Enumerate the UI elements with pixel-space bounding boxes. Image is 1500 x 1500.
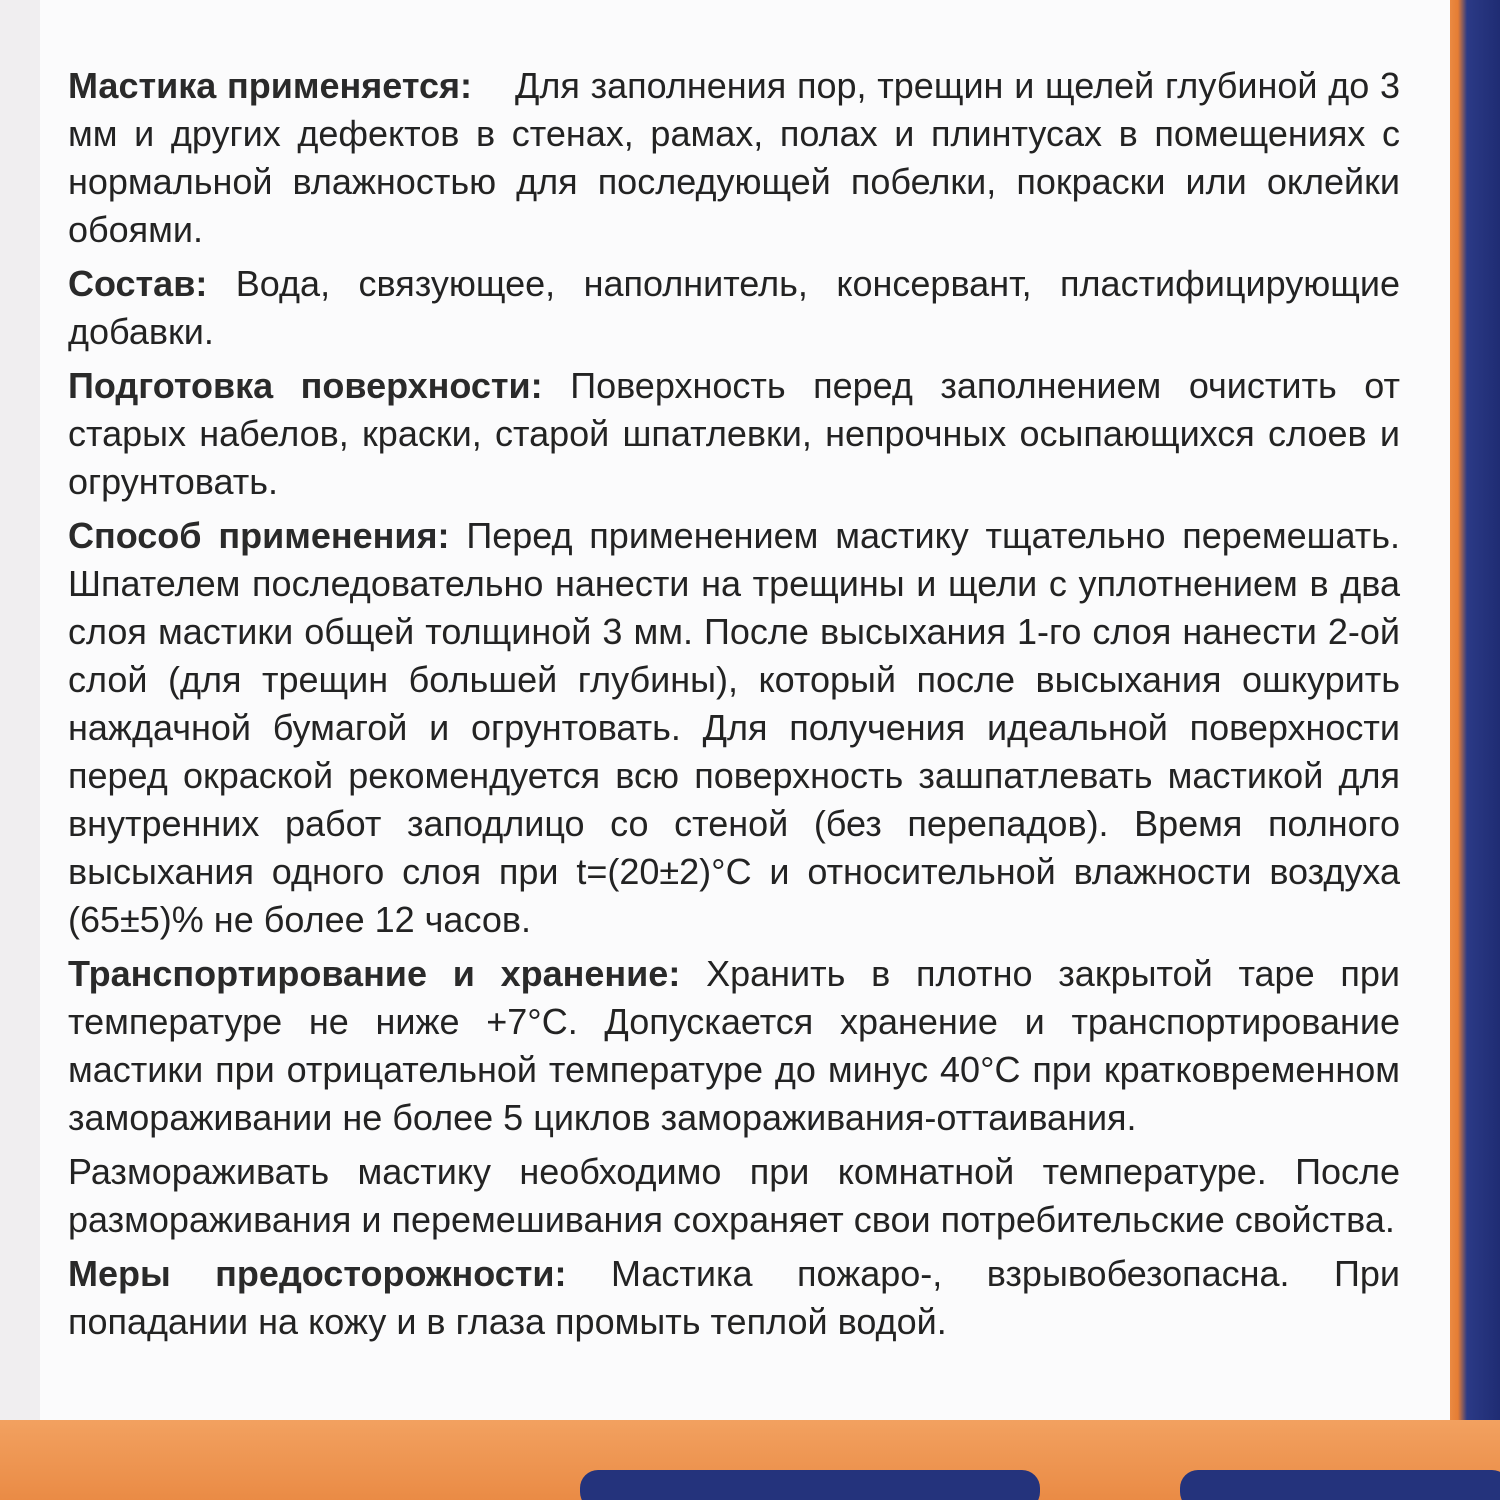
- section-application: [68, 512, 1400, 944]
- section-heading: Состав:: [68, 263, 208, 304]
- section-composition: [68, 260, 1400, 356]
- instructions-text: [68, 62, 1400, 1352]
- section-heading: Транспортирование и хранение:: [68, 953, 681, 994]
- section-text: Поверхность перед заполнением очистить от старых набелов, краски, старой шпатлевки, непрочных осыпающихся слоев и огрунтовать.: [68, 365, 1400, 502]
- section-text: Для заполнения пор, трещин и щелей глубиной до 3 мм и других дефектов в стенах, рамах, полах и плинтусах в помещениях с нормальной влажностью для последующей побелки, покраски или оклейки обоями.: [68, 65, 1400, 250]
- package-bottom-shape: [1180, 1470, 1500, 1500]
- section-precautions: [68, 1250, 1400, 1346]
- section-thawing: [68, 1148, 1400, 1244]
- section-text: Вода, связующее, наполнитель, консервант, пластифицирующие добавки.: [68, 263, 1400, 352]
- section-usage: [68, 62, 1400, 254]
- section-heading: Меры предосторожности:: [68, 1253, 567, 1294]
- section-heading: Мастика применяется:: [68, 65, 473, 106]
- section-surface-prep: [68, 362, 1400, 506]
- section-heading: Способ применения:: [68, 515, 450, 556]
- section-text: Хранить в плотно закрытой таре при температуре не ниже +7°C. Допускается хранение и транспортирование мастики при отрицательной температуре до минус 40°C при кратковременном замораживании не более 5 циклов замораживания-оттаивания.: [68, 953, 1400, 1138]
- section-text: Перед применением мастику тщательно перемешать. Шпателем последовательно нанести на трещины и щели с уплотнением в два слоя мастики общей толщиной 3 мм. После высыхания 1-го слоя нанести 2-ой слой (для трещин большей глубины), который после высыхания ошкурить наждачной бумагой и огрунтовать. Для получения идеальной поверхности перед окраской рекомендуется всю поверхность зашпатлевать мастикой для внутренних работ заподлицо со стеной (без перепадов). Время полного высыхания одного слоя при t=(20±2)°C и относительной влажности воздуха (65±5)% не более 12 часов.: [68, 515, 1400, 940]
- section-storage: [68, 950, 1400, 1142]
- section-text: Мастика пожаро-, взрывобезопасна. При попадании на кожу и в глаза промыть теплой водой.: [68, 1253, 1400, 1342]
- section-heading: Подготовка поверхности:: [68, 365, 543, 406]
- package-bottom-shape: [580, 1470, 1040, 1500]
- section-text: Размораживать мастику необходимо при комнатной температуре. После размораживания и перемешивания сохраняет свои потребительские свойства.: [68, 1151, 1400, 1240]
